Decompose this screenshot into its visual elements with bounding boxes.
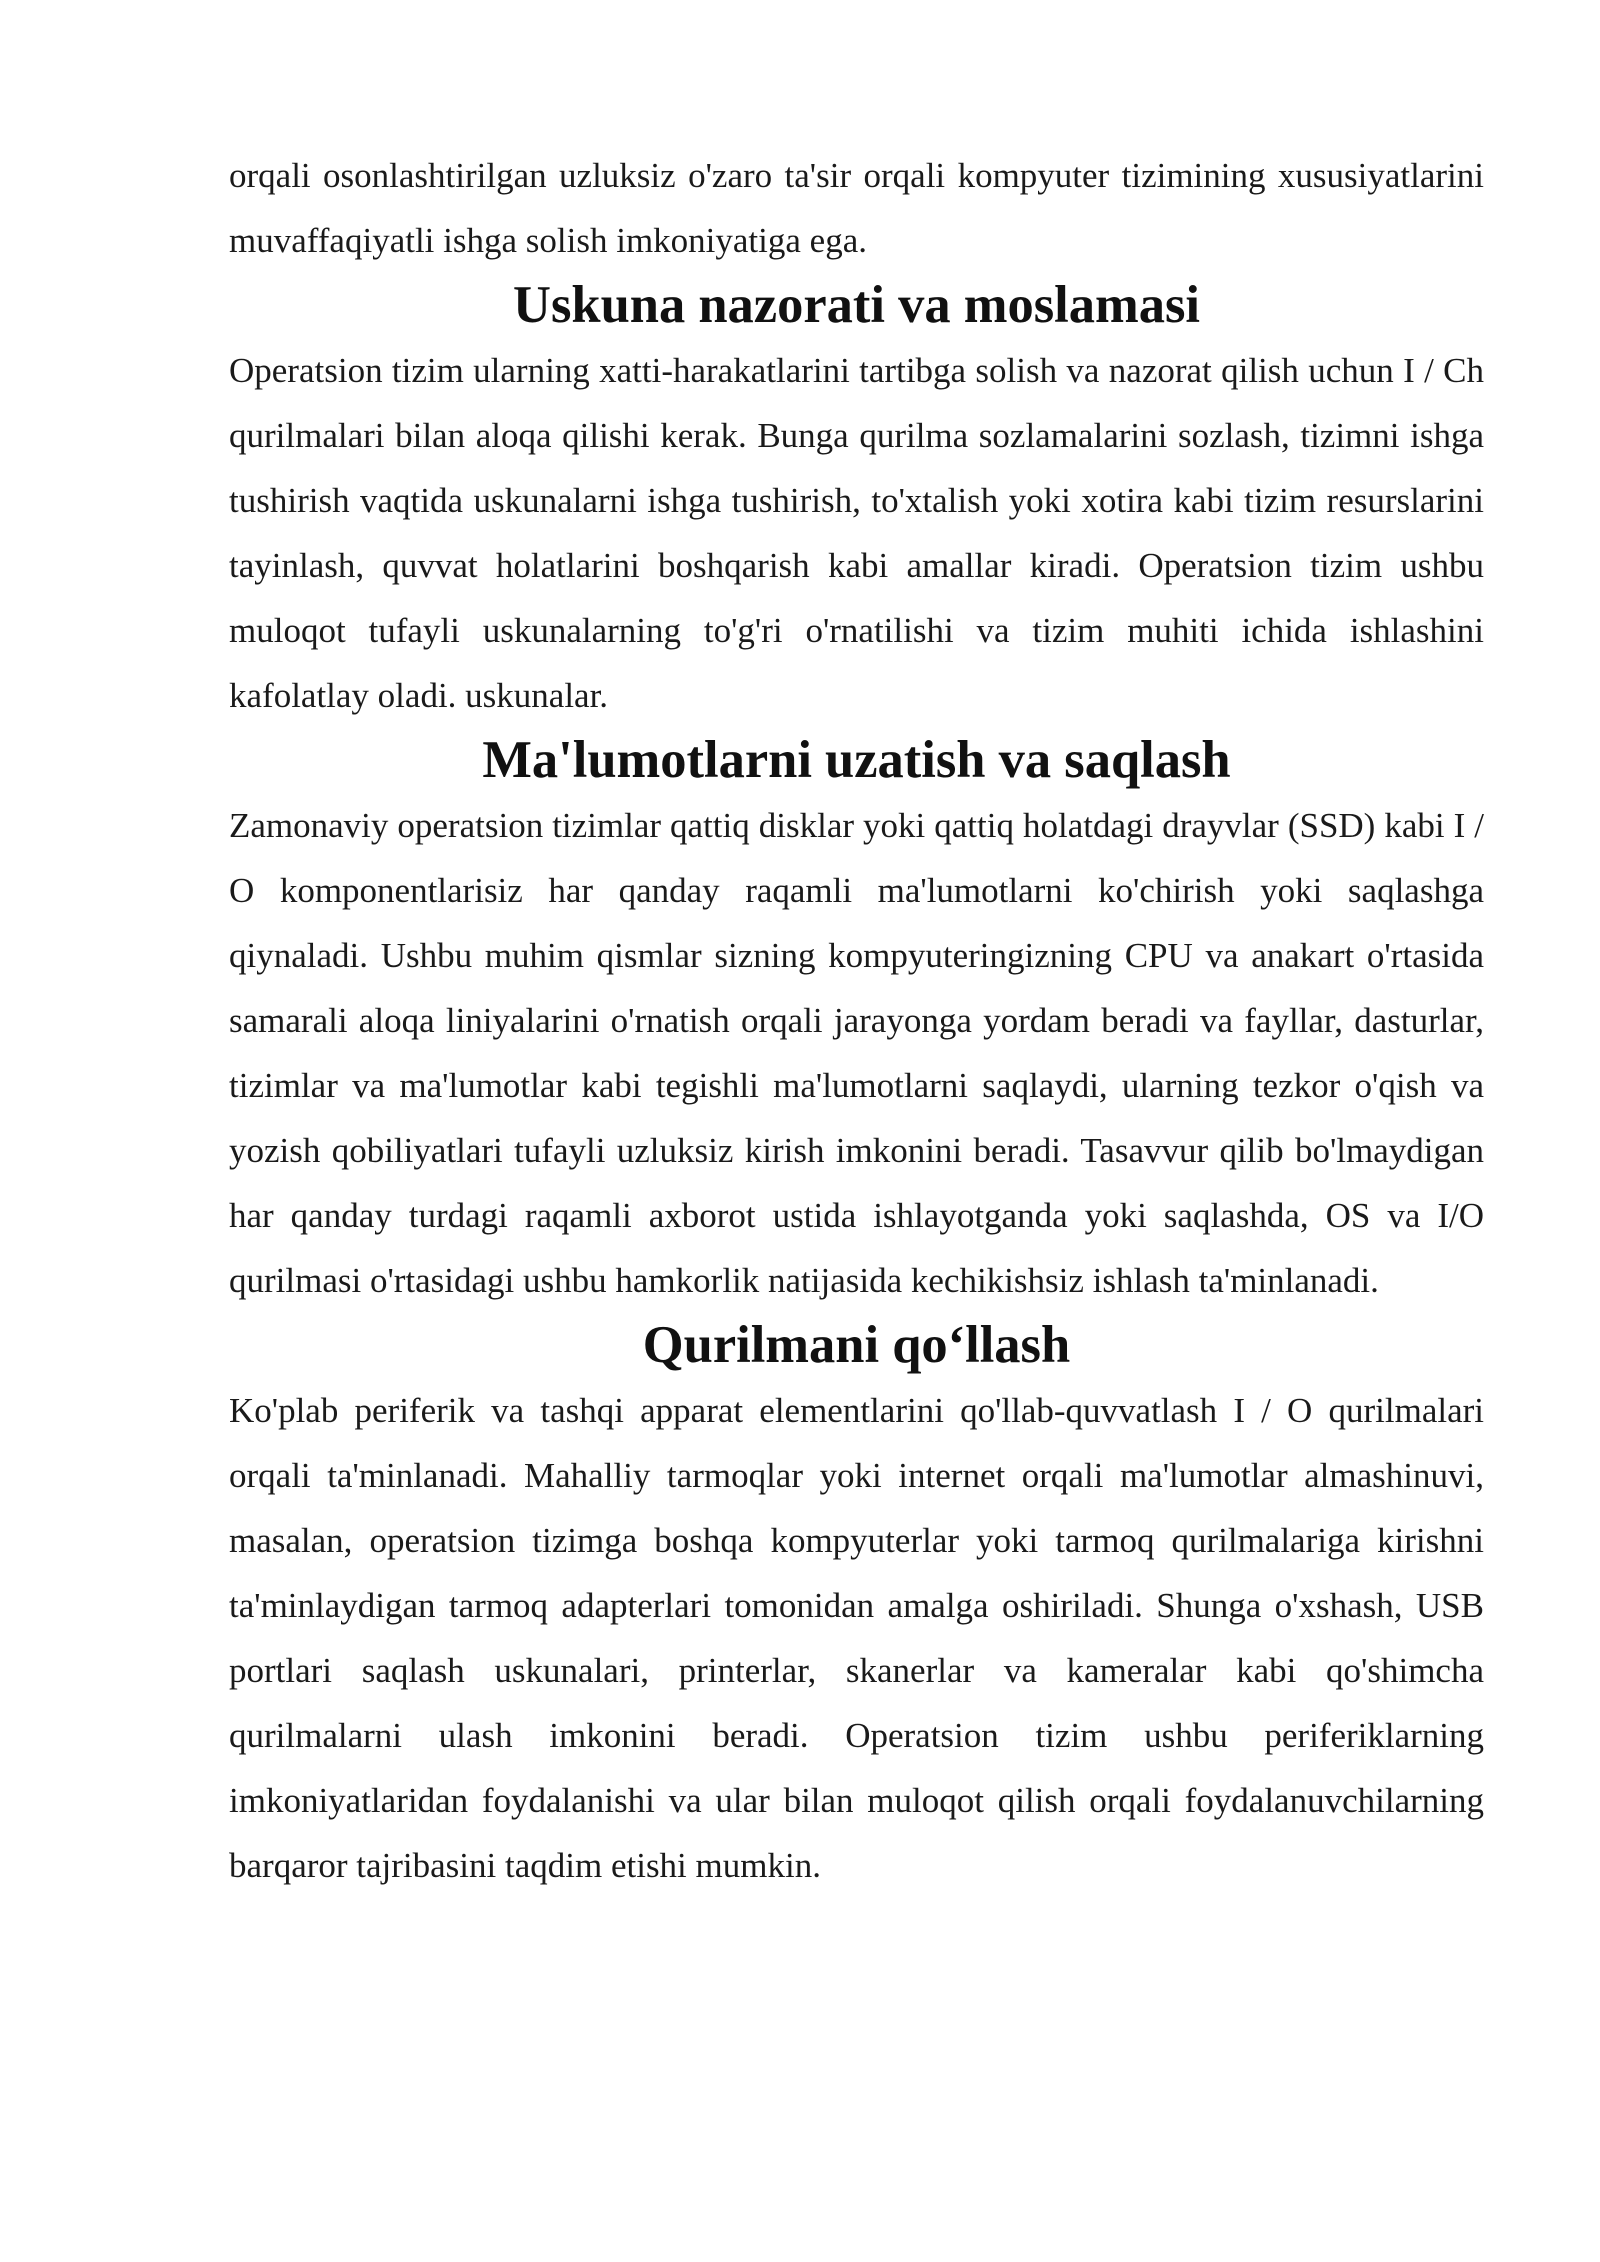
section-paragraph-device-support: Ko'plab periferik va tashqi apparat elementlarini qo'llab-quvvatlash I / O qurilmalari orqali ta'minlanadi. Mahalliy tarmoqlar yoki internet orqali ma'lumotlar almashinuvi, masalan, operatsion tizimga boshqa kompyuterlar yoki tarmoq qurilmalariga kirishni ta'minlaydigan tarmoq adapterlari tomonidan amalga oshiriladi. Shunga o'xshash, USB portlari saqlash uskunalari, printerlar, skanerlar va kameralar kabi qo'shimcha qurilmalarni ulash imkonini beradi. Operatsion tizim ushbu periferiklarning imkoniyatlaridan foydalanishi va ular bilan muloqot qilish orqali foydalanuvchilarning barqaror tajribasini taqdim etishi mumkin. <box>229 1391 1484 1885</box>
section-heading-device-support: Qurilmani qo‘llash <box>642 1316 1071 1374</box>
intro-paragraph: orqali osonlashtirilgan uzluksiz o'zaro ta'sir orqali kompyuter tizimining xususiyatlarini muvaffaqiyatli ishga solish imkoniyatiga ega. <box>229 156 1484 260</box>
section-paragraph-hardware-control: Operatsion tizim ularning xatti-harakatlarini tartibga solish va nazorat qilish uchun I / Ch qurilmalari bilan aloqa qilishi kerak. Bunga qurilma sozlamalarini sozlash, tizimni ishga tushirish vaqtida uskunalarni ishga tushirish, to'xtalish yoki xotira kabi tizim resurslarini tayinlash, quvvat holatlarini boshqarish kabi amallar kiradi. Operatsion tizim ushbu muloqot tufayli uskunalarning to'g'ri o'rnatilishi va tizim muhiti ichida ishlashini kafolatlay oladi. uskunalar. <box>229 351 1484 715</box>
document-page <box>229 143 1484 1898</box>
section-heading-hardware-control: Uskuna nazorati va moslamasi <box>513 276 1200 334</box>
section-heading-data-transfer: Ma'lumotlarni uzatish va saqlash <box>482 731 1231 789</box>
section-paragraph-data-transfer: Zamonaviy operatsion tizimlar qattiq disklar yoki qattiq holatdagi drayvlar (SSD) kabi I / O komponentlarisiz har qanday raqamli ma'lumotlarni ko'chirish yoki saqlashga qiynaladi. Ushbu muhim qismlar sizning kompyuteringizning CPU va anakart o'rtasida samarali aloqa liniyalarini o'rnatish orqali jarayonga yordam beradi va fayllar, dasturlar, tizimlar va ma'lumotlar kabi tegishli ma'lumotlarni saqlaydi, ularning tezkor o'qish va yozish qobiliyatlari tufayli uzluksiz kirish imkonini beradi. Tasavvur qilib bo'lmaydigan har qanday turdagi raqamli axborot ustida ishlayotganda yoki saqlashda, OS va I/O qurilmasi o'rtasidagi ushbu hamkorlik natijasida kechikishsiz ishlash ta'minlanadi. <box>229 806 1484 1300</box>
